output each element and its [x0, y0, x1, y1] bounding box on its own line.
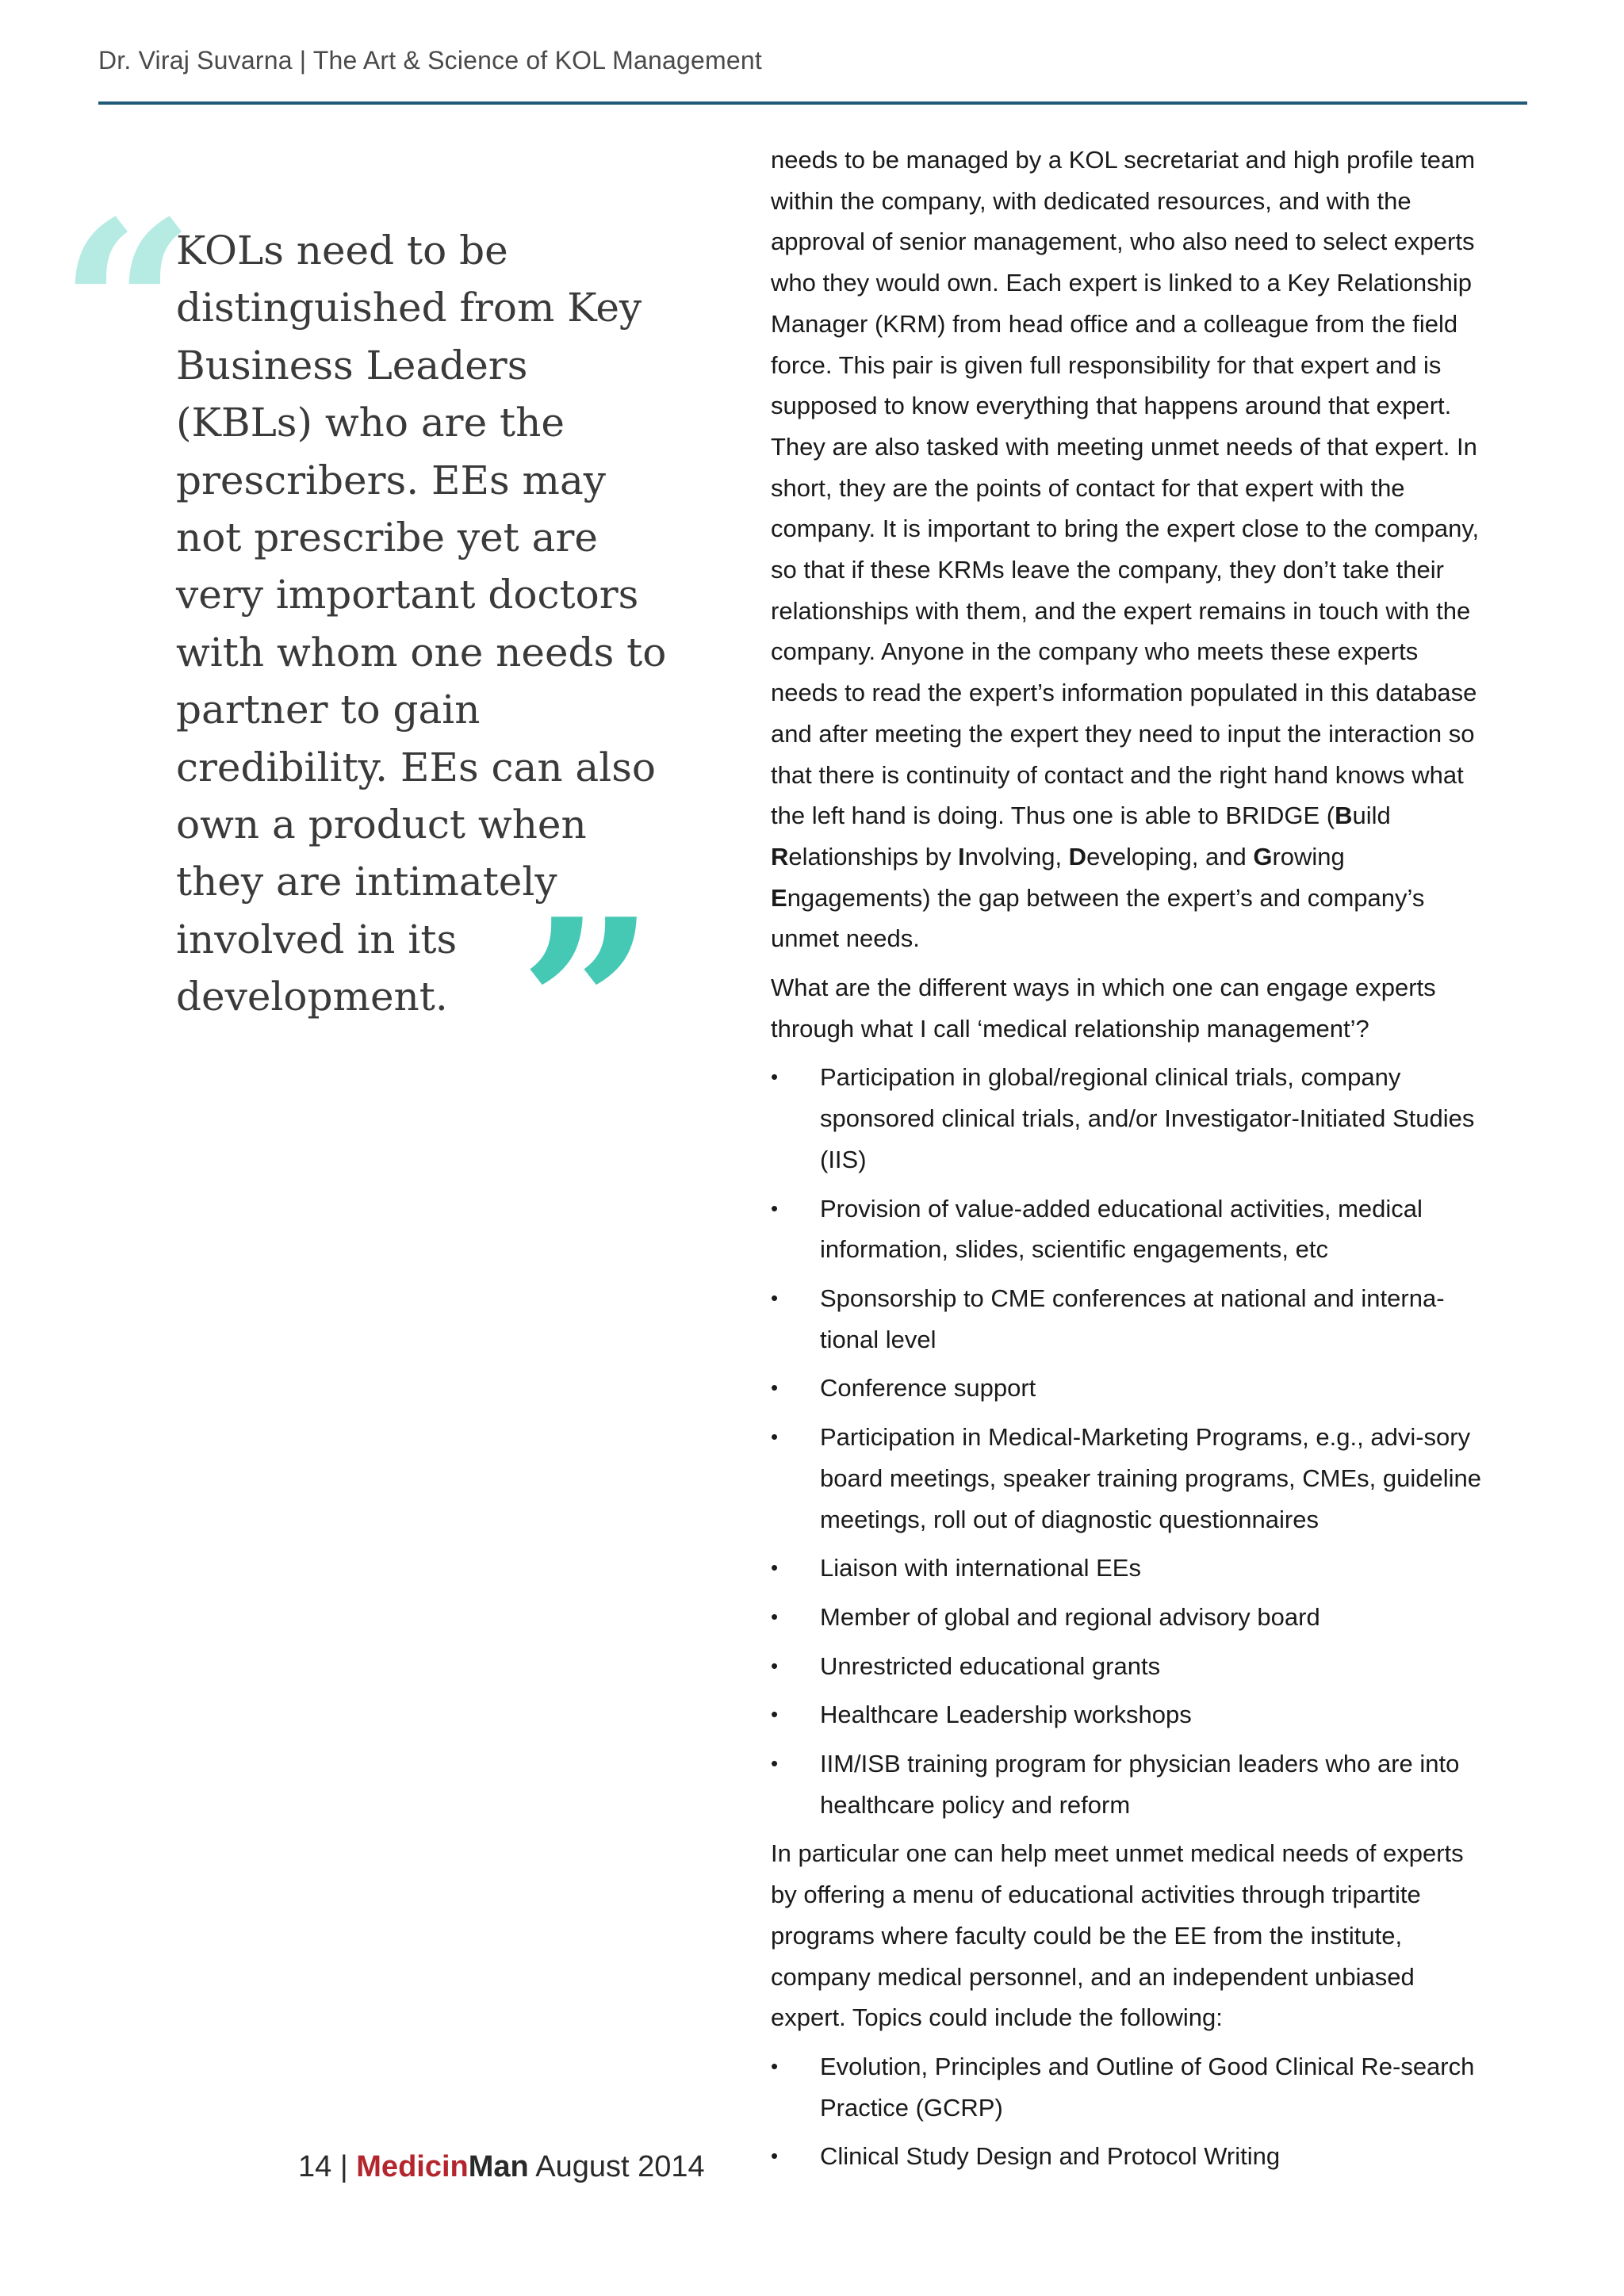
close-quote-icon: ”	[519, 867, 656, 1146]
bridge-word-engagements: ngagements) the gap between the expert’s and company’s unmet needs.	[771, 883, 1425, 953]
pull-quote-text: KOLs need to be distinguished from Key Business Leaders (KBLs) who are the prescribers. EEs may not prescribe yet are very important doctors with whom one needs to partner to gain credibility. EEs can also own a product when they are intimately involved in its development.	[176, 228, 667, 1020]
bridge-letter-g: G	[1253, 842, 1273, 871]
bridge-word-build: uild	[1352, 802, 1391, 830]
magazine-brand-medicin: Medicin	[356, 2150, 469, 2183]
engagement-list	[771, 1057, 1484, 1825]
open-quote-icon: “	[59, 169, 196, 449]
paragraph-krm-text: needs to be managed by a KOL secretariat and high profile team within the company, with dedicated resources, and with the approval of senior management, who also need to select experts who they would own. Each expert is linked to a Key Relationship Manager (KRM) from head office and a colleague from the field force. This pair is given full responsibility for that expert and is supposed to know everything that happens around that expert. They are also tasked with meeting unmet needs of that expert. In short, they are the points of contact for that expert with the company. It is important to bring the expert close to the company, so that if these KRMs leave the company, they don’t take their relationships with them, and the expert remains in touch with the company. Anyone in the company who meets these experts needs to read the expert’s information populated in this database and after meeting the expert they need to input the interaction so that there is continuity of contact and the right hand knows what the left hand is doing. Thus one is able to BRIDGE (	[771, 146, 1480, 830]
bridge-letter-b: B	[1335, 802, 1353, 830]
list-item: • Evolution, Principles and Outline of Good Clinical Re-search Practice (GCRP)	[771, 2046, 1484, 2128]
bridge-word-developing: eveloping, and	[1086, 842, 1254, 871]
page-number: 14	[298, 2150, 332, 2183]
list-item: • Member of global and regional advisory board	[771, 1597, 1484, 1638]
list-item: • IIM/ISB training program for physician leaders who are into healthcare policy and reform	[771, 1743, 1484, 1825]
bridge-letter-e: E	[771, 883, 787, 912]
bridge-word-relationships: elationships by	[788, 842, 959, 871]
issue-date: August 2014	[535, 2150, 705, 2183]
list-item: • Unrestricted educational grants	[771, 1646, 1484, 1687]
topics-list	[771, 2046, 1484, 2177]
bridge-word-growing: rowing	[1272, 842, 1345, 871]
article-body	[771, 140, 1484, 2185]
magazine-brand-man: Man	[468, 2150, 529, 2183]
list-item: • Provision of value-added educational activities, medical information, slides, scientific engagements, etc	[771, 1188, 1484, 1270]
list-item: • Clinical Study Design and Protocol Writing	[771, 2136, 1484, 2177]
footer-separator: |	[339, 2150, 348, 2183]
bridge-letter-r: R	[771, 842, 789, 871]
paragraph-krm	[771, 140, 1484, 959]
list-item: • Participation in global/regional clinical trials, company sponsored clinical trials, and/or Investigator-Initiated Studies (IIS)	[771, 1057, 1484, 1180]
list-item: • Participation in Medical-Marketing Programs, e.g., advi-sory board meetings, speaker training programs, CMEs, guideline meetings, roll out of diagnostic questionnaires	[771, 1417, 1484, 1540]
bridge-letter-d: D	[1068, 842, 1087, 871]
paragraph-question: What are the different ways in which one can engage experts through what I call ‘medical relationship management’?	[771, 974, 1436, 1043]
list-item: • Sponsorship to CME conferences at national and interna-tional level	[771, 1278, 1484, 1360]
bridge-letter-i: I	[958, 842, 965, 871]
bridge-word-involving: nvolving,	[964, 842, 1069, 871]
page-footer	[298, 2150, 705, 2184]
header-divider	[98, 101, 1527, 105]
list-item: • Healthcare Leadership workshops	[771, 1694, 1484, 1735]
running-header: Dr. Viraj Suvarna | The Art & Science of KOL Management	[98, 46, 762, 75]
list-item: • Liaison with international EEs	[771, 1548, 1484, 1589]
paragraph-tripartite: In particular one can help meet unmet medical needs of experts by offering a menu of educational activities through tripartite programs where faculty could be the EE from the institute, company medical personnel, and an independent unbiased expert. Topics could include the following:	[771, 1839, 1464, 2032]
list-item: • Conference support	[771, 1368, 1484, 1409]
pull-quote	[59, 169, 667, 1146]
